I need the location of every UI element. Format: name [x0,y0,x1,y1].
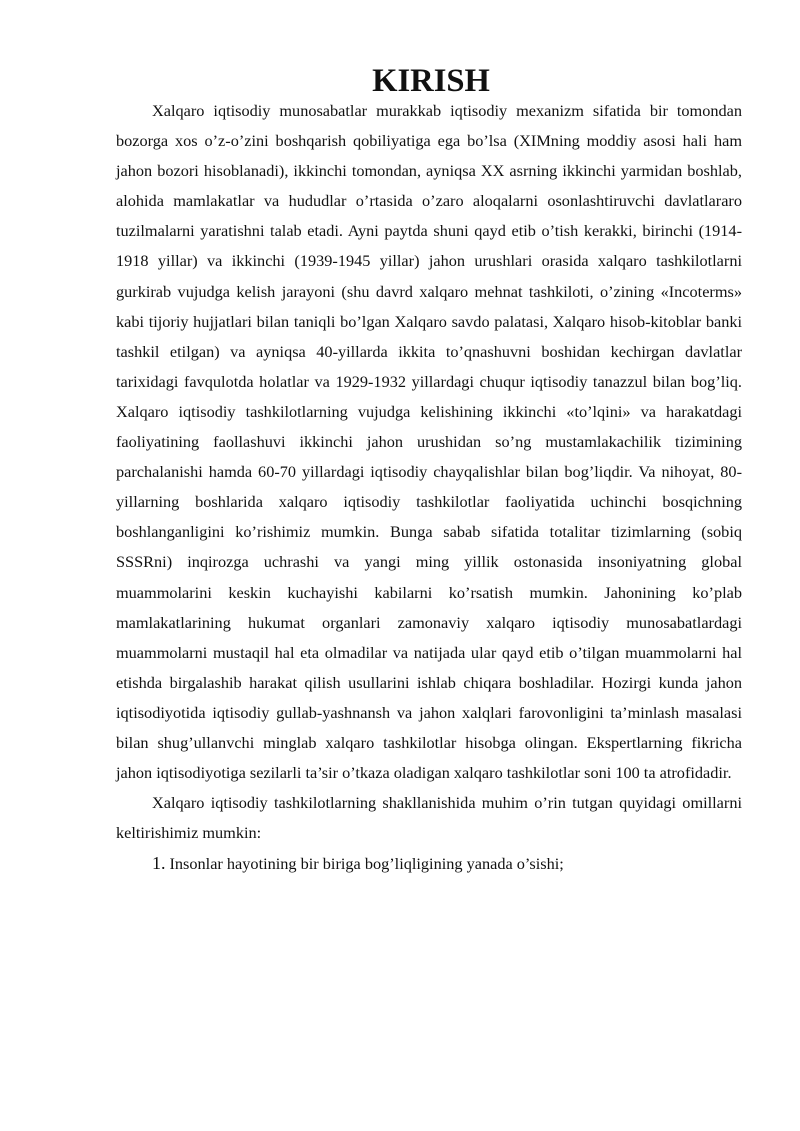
list-item-number: 1. [152,853,166,874]
paragraph-intro: Xalqaro iqtisodiy munosabatlar murakkab iqtisodiy mexanizm sifatida bir tomondan bozorga xos o’z-o’zini boshqarish qobiliyatiga ega bo’lsa (XIMning moddiy asosi hali ham jahon bozori hisoblanadi), ikkinchi tomondan, ayniqsa XX asrning ikkinchi yarmidan boshlab, alohida mamlakatlar va hududlar o’rtasida o’zaro aloqalarni osonlashtiruvchi davlatlararo tuzilmalarni yaratishni talab etadi. Ayni paytda shuni qayd etib o’tish kerakki, birinchi (1914-1918 yillar) va ikkinchi (1939-1945 yillar) jahon urushlari orasida xalqaro tashkilotlarni gurkirab vujudga kelish jarayoni (shu davrd xalqaro mehnat tashkiloti, o’zining «Incoterms» kabi tijoriy hujjatlari bilan taniqli bo’lgan Xalqaro savdo palatasi, Xalqaro hisob-kitoblar banki tashkil etilgan) va ayniqsa 40-yillarda ikkita to’qnashuvni boshidan kechirgan davlatlar tarixidagi favqulotda holatlar va 1929-1932 yillardagi chuqur iqtisodiy tanazzul bilan bog’liq. Xalqaro iqtisodiy tashkilotlarning vujudga kelishining ikkinchi «to’lqini» va harakatdagi faoliyatining faollashuvi ikkinchi jahon urushidan so’ng mustamlakachilik tizimining parchalanishi hamda 60-70 yillardagi iqtisodiy chayqalishlar bilan bog’liqdir. Va nihoyat, 80-yillarning boshlarida xalqaro iqtisodiy tashkilotlar faoliyatida uchinchi bosqichning boshlanganligini ko’rishimiz mumkin. Bunga sabab sifatida totalitar tizimlarning (sobiq SSSRni) inqirozga uchrashi va yangi ming yillik ostonasida insoniyatning global muammolarini keskin kuchayishi kabilarni ko’rsatish mumkin. Jahonining ko’plab mamlakatlarining hukumat organlari zamonaviy xalqaro iqtisodiy munosabatlardagi muammolarni mustaqil hal eta olmadilar va natijada ular qayd etib o’tilgan muammolarni hal etishda birgalashib harakat qilish usullarini ishlab chiqara boshladilar. Hozirgi kunda jahon iqtisodiyotida iqtisodiy gullab-yashnansh va jahon xalqlari farovonligini ta’minlash masalasi bilan shug’ullanvchi minglab xalqaro tashkilotlar hisobga olingan. Ekspertlarning fikricha jahon iqtisodiyotiga sezilarli ta’sir o’tkaza oladigan xalqaro tashkilotlar soni 100 ta atrofidadir. [116,101,742,783]
document-page [116,63,742,879]
paragraph-factors: Xalqaro iqtisodiy tashkilotlarning shakllanishida muhim o’rin tutgan quyidagi omillarni keltirishimiz mumkin: [116,793,742,843]
page-title: KIRISH [372,63,490,99]
list-item [116,848,742,879]
list-item-text: Insonlar hayotining bir biriga bog’liqligining yanada o’sishi; [169,854,564,874]
